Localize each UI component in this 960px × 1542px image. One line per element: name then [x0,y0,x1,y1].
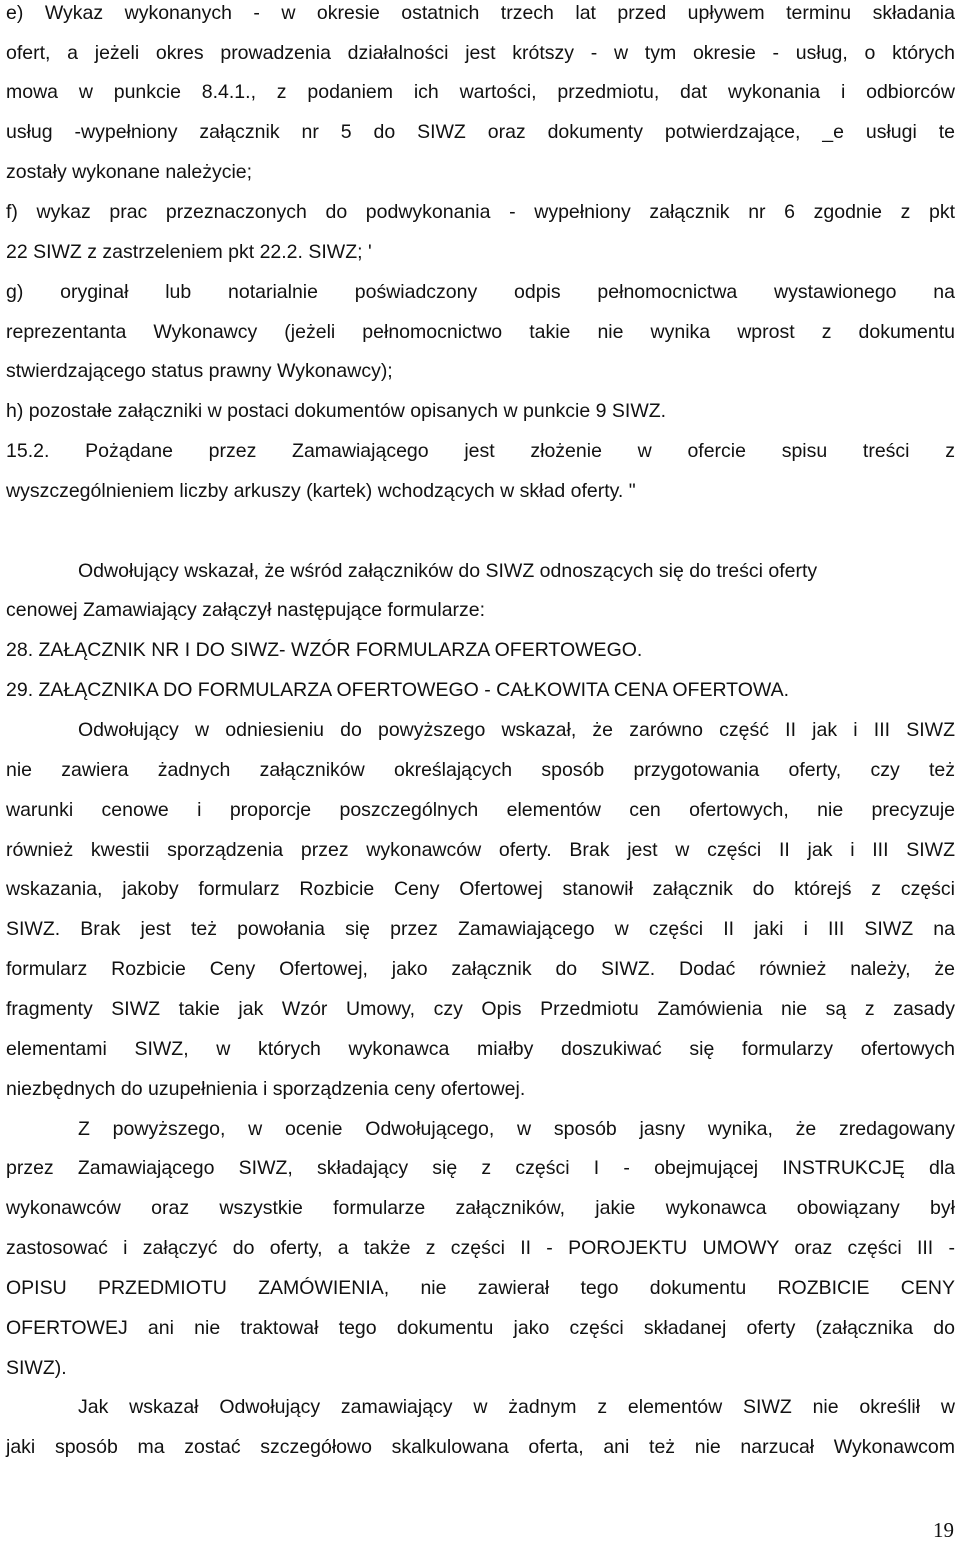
text-line: cenowej Zamawiający załączył następujące formularze: [6,599,486,621]
text-line: e) Wykaz wykonanych - w okresie ostatnich trzech lat przed upływem terminu składania [6,2,955,24]
text-line: reprezentanta Wykonawcy (jeżeli pełnomocnictwo takie nie wynika wprost z dokumentu [6,321,955,343]
text-line: 28. ZAŁĄCZNIK NR I DO SIWZ- WZÓR FORMULARZA OFERTOWEGO. [6,639,643,661]
text-line: warunki cenowe i proporcje poszczególnych elementów cen ofertowych, nie precyzuje [6,799,955,821]
page-number: 19 [933,1518,954,1542]
text-line: elementami SIWZ, w których wykonawca miałby doszukiwać się formularzy ofertowych [6,1038,955,1060]
text-line: h) pozostałe załączniki w postaci dokumentów opisanych w punkcie 9 SIWZ. [6,400,667,422]
text-line: 22 SIWZ z zastrzeleniem pkt 22.2. SIWZ; ' [6,241,372,263]
text-line: formularz Rozbicie Ceny Ofertowej, jako załącznik do SIWZ. Dodać również należy, że [6,958,955,980]
text-line: f) wykaz prac przeznaczonych do podwykonania - wypełniony załącznik nr 6 zgodnie z pkt [6,201,955,223]
text-line: 29. ZAŁĄCZNIKA DO FORMULARZA OFERTOWEGO - CAŁKOWITA CENA OFERTOWA. [6,679,790,701]
text-line: nie zawiera żadnych załączników określających sposób przygotowania oferty, czy też [6,759,955,781]
text-line: 15.2. Pożądane przez Zamawiającego jest złożenie w ofercie spisu treści z [6,440,955,462]
text-line: SIWZ). [6,1357,67,1379]
text-line: OPISU PRZEDMIOTU ZAMÓWIENIA, nie zawierał tego dokumentu ROZBICIE CENY [6,1277,955,1299]
text-line: Z powyższego, w ocenie Odwołującego, w sposób jasny wynika, że zredagowany [78,1118,955,1140]
text-line: Jak wskazał Odwołujący zamawiający w żadnym z elementów SIWZ nie określił w [78,1396,955,1418]
text-line: wykonawców oraz wszystkie formularze załączników, jakie wykonawca obowiązany był [6,1197,955,1219]
text-line: Odwołujący wskazał, że wśród załączników do SIWZ odnoszących się do treści oferty [78,560,818,582]
text-line: usług -wypełniony załącznik nr 5 do SIWZ oraz dokumenty potwierdzające, _e usługi te [6,121,955,143]
text-line: g) oryginał lub notarialnie poświadczony odpis pełnomocnictwa wystawionego na [6,281,955,303]
text-line: wyszczególnieniem liczby arkuszy (kartek) wchodzących w skład oferty. " [6,480,636,502]
text-line: SIWZ. Brak jest też powołania się przez Zamawiającego w części II jaki i III SIWZ na [6,918,955,940]
text-line: mowa w punkcie 8.4.1., z podaniem ich wartości, przedmiotu, dat wykonania i odbiorców [6,81,955,103]
text-line: jaki sposób ma zostać szczegółowo skalkulowana oferta, ani też nie narzucał Wykonawcom [6,1436,955,1458]
text-line: OFERTOWEJ ani nie traktował tego dokumentu jako części składanej oferty (załącznika do [6,1317,955,1339]
text-line: stwierdzającego status prawny Wykonawcy); [6,360,393,382]
text-line: fragmenty SIWZ takie jak Wzór Umowy, czy Opis Przedmiotu Zamówienia nie są z zasady [6,998,955,1020]
text-line: przez Zamawiającego SIWZ, składający się z części I - obejmującej INSTRUKCJĘ dla [6,1157,955,1179]
text-line: niezbędnych do uzupełnienia i sporządzenia ceny ofertowej. [6,1078,526,1100]
text-line: ofert, a jeżeli okres prowadzenia działalności jest krótszy - w tym okresie - usług, o których [6,42,955,64]
text-line: również kwestii sporządzenia przez wykonawców oferty. Brak jest w części II jak i III SIWZ [6,839,955,861]
text-line: Odwołujący w odniesieniu do powyższego wskazał, że zarówno część II jak i III SIWZ [78,719,955,741]
text-line: zostały wykonane należycie; [6,161,253,183]
text-line: zastosować i załączyć do oferty, a także z części II - POROJEKTU UMOWY oraz części III - [6,1237,955,1259]
text-line: wskazania, jakoby formularz Rozbicie Ceny Ofertowej stanowił załącznik do którejś z części [6,878,955,900]
